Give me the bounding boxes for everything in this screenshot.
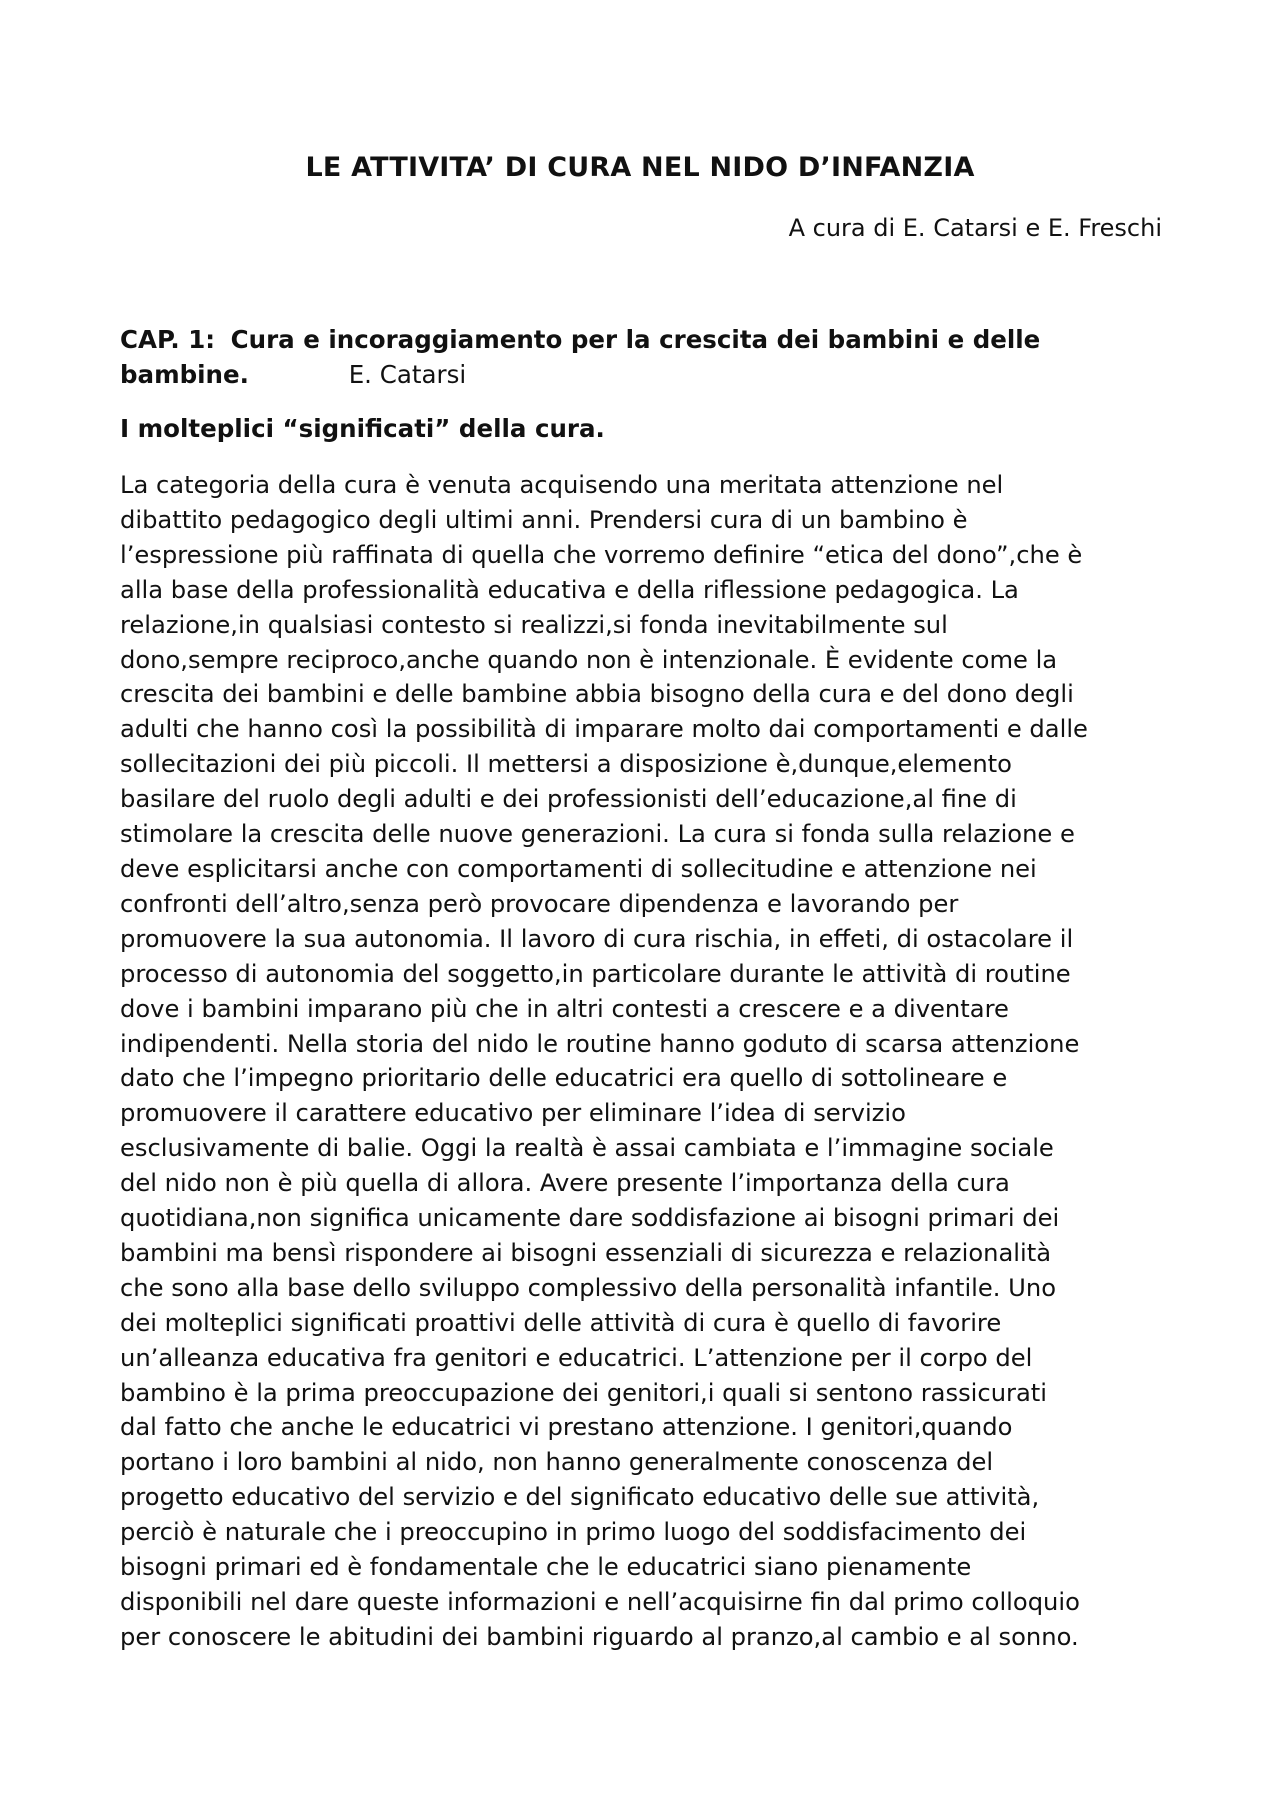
document-editors: A cura di E. Catarsi e E. Freschi	[788, 214, 1162, 242]
chapter-label: CAP. 1:	[120, 325, 216, 354]
body-line: confronti dell’altro,senza però provocare dipendenza e lavorando per	[120, 889, 959, 918]
body-line: dei molteplici significati proattivi delle attività di cura è quello di favorire	[120, 1308, 1002, 1337]
chapter-title: Cura e incoraggiamento per la crescita dei bambini e delle bambine.	[120, 325, 1041, 389]
document-title: LE ATTIVITA’ DI CURA NEL NIDO D’INFANZIA	[305, 152, 975, 183]
body-line: che sono alla base dello sviluppo complessivo della personalità infantile. Uno	[120, 1273, 1056, 1302]
body-line: crescita dei bambini e delle bambine abbia bisogno della cura e del dono degli	[120, 680, 1074, 709]
body-line: adulti che hanno così la possibilità di imparare molto dai comportamenti e dalle	[120, 715, 1088, 744]
body-line: dove i bambini imparano più che in altri contesti a crescere e a diventare	[120, 994, 1009, 1023]
body-line: promuovere la sua autonomia. Il lavoro di cura rischia, in effeti, di ostacolare il	[120, 924, 1074, 953]
body-line: bisogni primari ed è fondamentale che le educatrici siano pienamente	[120, 1553, 972, 1582]
body-paragraph	[120, 468, 1182, 1655]
body-line: processo di autonomia del soggetto,in particolare durante le attività di routine	[120, 959, 1071, 988]
body-line: indipendenti. Nella storia del nido le routine hanno goduto di scarsa attenzione	[120, 1029, 1080, 1058]
body-line: alla base della professionalità educativa e della riflessione pedagogica. La	[120, 575, 1019, 604]
body-line: bambino è la prima preoccupazione dei genitori,i quali si sentono rassicurati	[120, 1378, 1047, 1407]
body-line: perciò è naturale che i preoccupino in primo luogo del soddisfacimento dei	[120, 1518, 1027, 1547]
body-line: stimolare la crescita delle nuove generazioni. La cura si fonda sulla relazione e	[120, 820, 1075, 849]
body-line: l’espressione più raffinata di quella che vorremo definire “etica del dono”,che è	[120, 540, 1083, 569]
body-line: progetto educativo del servizio e del significato educativo delle sue attività,	[120, 1483, 1040, 1512]
body-line: portano i loro bambini al nido, non hanno generalmente conoscenza del	[120, 1448, 994, 1477]
body-line: disponibili nel dare queste informazioni e nell’acquisirne fin dal primo colloquio	[120, 1588, 1080, 1616]
body-line: promuovere il carattere educativo per eliminare l’idea di servizio	[120, 1099, 906, 1128]
body-line: basilare del ruolo degli adulti e dei professionisti dell’educazione,al fine di	[120, 785, 1017, 814]
body-line: dato che l’impegno prioritario delle educatrici era quello di sottolineare e	[120, 1064, 1008, 1093]
body-line: del nido non è più quella di allora. Avere presente l’importanza della cura	[120, 1169, 1010, 1198]
body-line: dal fatto che anche le educatrici vi prestano attenzione. I genitori,quando	[120, 1413, 1013, 1442]
body-line: bambini ma bensì rispondere ai bisogni essenziali di sicurezza e relazionalità	[120, 1238, 1052, 1267]
chapter-author: E. Catarsi	[348, 360, 467, 389]
section-heading: I molteplici “significati” della cura.	[120, 414, 605, 443]
body-line: dibattito pedagogico degli ultimi anni. Prendersi cura di un bambino è	[120, 505, 968, 534]
body-line: dono,sempre reciproco,anche quando non è intenzionale. È evidente come la	[120, 645, 1058, 674]
chapter-heading	[120, 322, 1160, 392]
body-line: per conoscere le abitudini dei bambini riguardo al pranzo,al cambio e al sonno.	[120, 1622, 1079, 1651]
body-line: sollecitazioni dei più piccoli. Il mettersi a disposizione è,dunque,elemento	[120, 750, 1012, 779]
body-line: relazione,in qualsiasi contesto si realizzi,si fonda inevitabilmente sul	[120, 610, 948, 639]
body-line: La categoria della cura è venuta acquisendo una meritata attenzione nel	[120, 471, 1004, 499]
body-line: esclusivamente di balie. Oggi la realtà è assai cambiata e l’immagine sociale	[120, 1134, 1054, 1163]
body-line: deve esplicitarsi anche con comportamenti di sollecitudine e attenzione nei	[120, 854, 1037, 883]
body-line: quotidiana,non significa unicamente dare soddisfazione ai bisogni primari dei	[120, 1204, 1060, 1233]
body-line: un’alleanza educativa fra genitori e educatrici. L’attenzione per il corpo del	[120, 1343, 1033, 1372]
